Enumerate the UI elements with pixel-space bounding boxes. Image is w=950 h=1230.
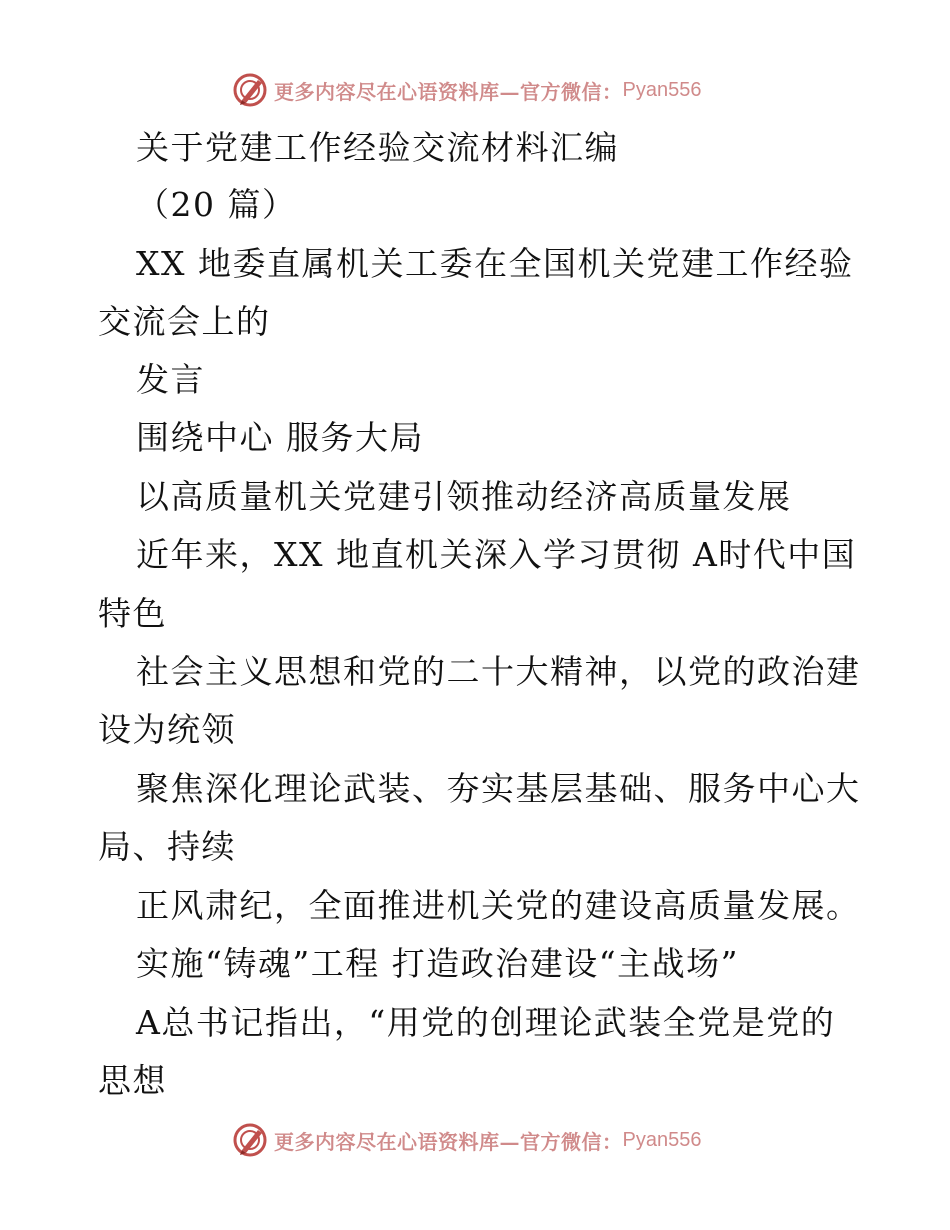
pen-seal-icon [232,72,268,108]
watermark-text: 更多内容尽在心语资料库—官方微信： [274,1129,623,1154]
doc-line: 以高质量机关党建引领推动经济高质量发展 [136,477,792,516]
doc-line: 社会主义思想和党的二十大精神，以党的政治建 [136,652,861,691]
doc-line: 发言 [136,360,205,399]
watermark-banner-bottom [232,1121,701,1159]
doc-line: A总书记指出，“用党的创理论武装全党是党的 [136,1003,836,1042]
doc-line: 近年来，XX 地直机关深入学习贯彻 A时代中国 [136,535,857,574]
watermark-banner-top [232,71,701,109]
doc-line: 设为统领 [98,710,236,749]
doc-subtitle: （20 篇） [136,185,297,224]
watermark-text: 更多内容尽在心语资料库—官方微信： [274,79,623,104]
pen-seal-icon [232,1122,268,1158]
doc-line: XX 地委直属机关工委在全国机关党建工作经验 [136,244,854,283]
doc-line: 局、持续 [98,827,236,866]
doc-line: 实施“铸魂”工程 打造政治建设“主战场” [136,944,739,983]
doc-line: 交流会上的 [98,302,271,341]
doc-line: 聚焦深化理论武装、夯实基层基础、服务中心大 [136,769,861,808]
doc-title: 关于党建工作经验交流材料汇编 [136,128,619,167]
doc-line: 特色 [98,594,167,633]
doc-line: 思想 [98,1061,167,1100]
doc-line: 围绕中心 服务大局 [136,418,424,457]
watermark-wechat-id: Pyan556 [622,1128,702,1151]
watermark-wechat-id: Pyan556 [622,78,702,101]
doc-line: 正风肃纪，全面推进机关党的建设高质量发展。 [136,886,861,925]
